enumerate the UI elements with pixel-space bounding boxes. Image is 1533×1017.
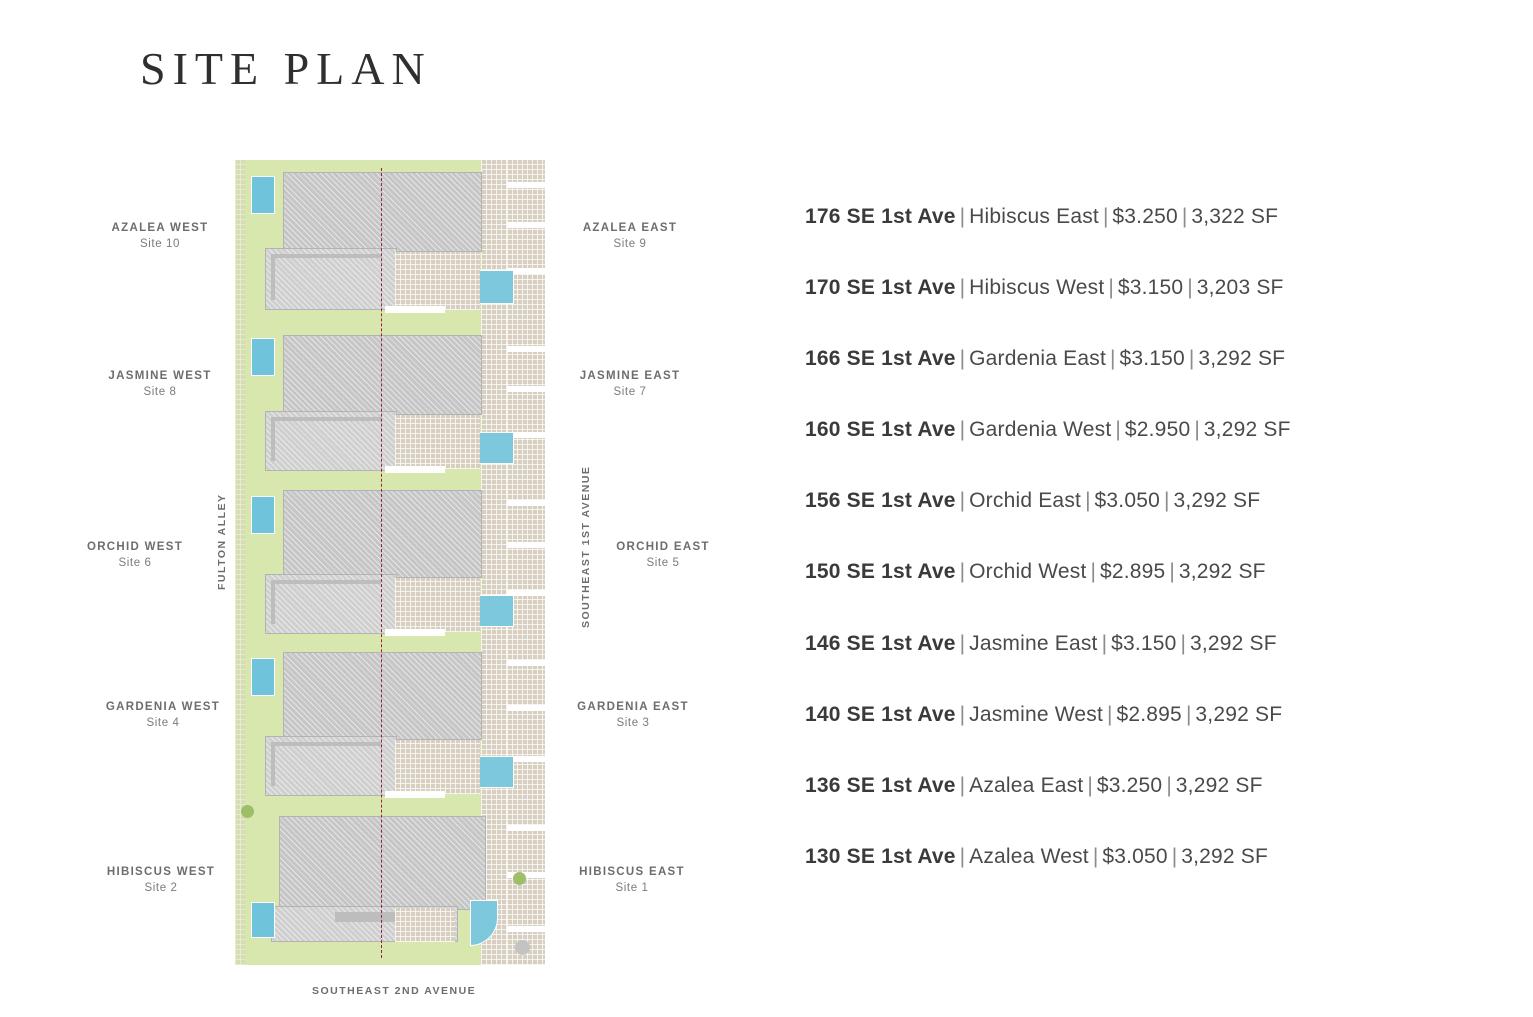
- listing-separator: |: [1101, 631, 1108, 655]
- lot-site: Site 1: [615, 882, 649, 894]
- listing-separator: |: [1169, 560, 1175, 584]
- listing-address: 150 SE 1st Ave: [805, 560, 956, 584]
- listing-separator: |: [1108, 276, 1114, 300]
- listing-separator: |: [1087, 773, 1093, 797]
- listing-price: $3.050: [1102, 844, 1168, 868]
- wall-segment: [271, 742, 275, 786]
- listing-separator: |: [1180, 631, 1186, 655]
- listings-list: [805, 205, 1445, 916]
- pool-orchid-west: [251, 496, 275, 534]
- paver-patio: [395, 415, 480, 469]
- listing-unit: Orchid West: [969, 560, 1087, 584]
- listing-unit: Hibiscus East: [969, 205, 1099, 228]
- listing-separator: |: [1085, 489, 1091, 513]
- listing-address: 170 SE 1st Ave: [805, 276, 956, 300]
- wall-segment: [271, 742, 381, 746]
- lot-name: JASMINE EAST: [579, 370, 681, 382]
- listing-size: 3,292 SF: [1178, 560, 1266, 584]
- listing-separator: |: [959, 631, 966, 655]
- listing-price: $2.895: [1099, 560, 1166, 584]
- listing-address: 140 SE 1st Ave: [805, 702, 956, 726]
- listing-price: $3.150: [1111, 631, 1177, 655]
- lot-name: GARDENIA WEST: [105, 701, 221, 713]
- walkway: [385, 791, 445, 798]
- building-jasmine-main: [283, 335, 482, 415]
- listing-separator: |: [1092, 844, 1099, 868]
- listing-unit: Gardenia West: [969, 418, 1112, 442]
- listing-item: [805, 489, 1445, 512]
- pool-hibiscus-west: [251, 902, 275, 938]
- listing-unit: Jasmine West: [969, 702, 1104, 726]
- driveway-slot: [507, 500, 545, 506]
- lot-label-gardenia-east: [538, 701, 728, 729]
- driveway-slot: [507, 926, 545, 932]
- listing-unit: Hibiscus West: [969, 276, 1105, 300]
- listing-item: [805, 205, 1445, 228]
- lot-name: ORCHID EAST: [616, 541, 710, 553]
- listing-size: 3,292 SF: [1203, 418, 1291, 442]
- lot-name: JASMINE WEST: [108, 370, 212, 382]
- paver-patio: [395, 252, 480, 310]
- listing-unit: Azalea West: [969, 844, 1089, 868]
- lot-site: Site 6: [118, 557, 152, 569]
- lot-name: HIBISCUS EAST: [579, 866, 685, 878]
- lot-label-orchid-west: [40, 541, 230, 569]
- listing-separator: |: [959, 418, 966, 442]
- pool-azalea-west: [251, 176, 275, 214]
- listing-separator: |: [959, 702, 966, 726]
- lot-label-hibiscus-east: [537, 866, 727, 894]
- listing-address: 136 SE 1st Ave: [805, 773, 956, 797]
- tree-icon: [513, 872, 526, 885]
- building-azalea-main: [283, 172, 482, 252]
- driveway-slot: [507, 542, 545, 548]
- listing-size: 3,292 SF: [1198, 347, 1286, 371]
- driveway-slot: [507, 346, 545, 352]
- walkway: [385, 629, 445, 636]
- paver-patio: [395, 908, 455, 942]
- walkway: [385, 466, 445, 473]
- listing-separator: |: [1107, 702, 1113, 726]
- listing-unit: Jasmine East: [969, 631, 1098, 655]
- listing-separator: |: [1187, 276, 1193, 300]
- paver-patio: [395, 578, 480, 632]
- lot-name: AZALEA EAST: [582, 222, 678, 234]
- lot-label-hibiscus-west: [66, 866, 256, 894]
- listing-unit: Orchid East: [969, 489, 1082, 513]
- listing-price: $3.050: [1094, 489, 1160, 513]
- wall-segment: [335, 912, 397, 922]
- listing-address: 146 SE 1st Ave: [805, 631, 956, 655]
- listing-price: $3.250: [1112, 205, 1178, 228]
- lot-name: GARDENIA EAST: [577, 701, 689, 713]
- building-orchid-main: [283, 490, 482, 578]
- lot-label-azalea-east: [535, 222, 725, 250]
- building-hibiscus-main: [279, 816, 486, 910]
- listing-separator: |: [1102, 205, 1109, 228]
- listing-item: [805, 632, 1445, 655]
- street-label-se-2nd-avenue: SOUTHEAST 2ND AVENUE: [312, 985, 477, 997]
- lot-label-jasmine-east: [535, 370, 725, 398]
- lot-label-jasmine-west: [65, 370, 255, 398]
- listing-price: $3.150: [1119, 347, 1185, 371]
- listing-item: [805, 276, 1445, 299]
- wall-segment: [271, 580, 275, 624]
- lot-site: Site 3: [616, 717, 650, 729]
- wall-segment: [271, 254, 381, 258]
- wall-segment: [271, 417, 275, 461]
- lot-name: AZALEA WEST: [111, 222, 209, 234]
- listing-separator: |: [1163, 489, 1170, 513]
- listing-separator: |: [959, 489, 966, 513]
- listing-price: $3.150: [1117, 276, 1184, 300]
- listing-separator: |: [959, 773, 966, 797]
- listing-address: 156 SE 1st Ave: [805, 489, 956, 513]
- lot-site: Site 9: [613, 238, 647, 250]
- listing-price: $2.895: [1116, 702, 1182, 726]
- driveway-slot: [507, 660, 545, 666]
- listing-separator: |: [959, 347, 966, 371]
- listing-address: 130 SE 1st Ave: [805, 844, 956, 868]
- building-gardenia-main: [283, 652, 482, 740]
- site-plan-drawing: [235, 160, 545, 965]
- lot-site: Site 4: [146, 717, 180, 729]
- walkway: [385, 306, 445, 313]
- listing-separator: |: [1194, 418, 1200, 442]
- listing-size: 3,322 SF: [1191, 205, 1279, 228]
- listing-item: [805, 845, 1445, 868]
- tree-icon: [241, 805, 254, 818]
- listing-item: [805, 418, 1445, 441]
- lot-name: ORCHID WEST: [86, 541, 184, 553]
- lot-label-orchid-east: [568, 541, 758, 569]
- wall-segment: [271, 580, 381, 584]
- lot-site: Site 2: [144, 882, 178, 894]
- lot-name: HIBISCUS WEST: [106, 866, 216, 878]
- listing-separator: |: [1090, 560, 1096, 584]
- paver-patio: [395, 740, 480, 794]
- listing-size: 3,203 SF: [1196, 276, 1284, 300]
- listing-separator: |: [1166, 773, 1172, 797]
- lot-site: Site 7: [613, 386, 647, 398]
- street-label-se-1st-avenue: SOUTHEAST 1ST AVENUE: [580, 465, 592, 628]
- listing-size: 3,292 SF: [1175, 773, 1263, 797]
- listing-size: 3,292 SF: [1181, 844, 1269, 868]
- listing-item: [805, 560, 1445, 583]
- listing-item: [805, 774, 1445, 797]
- listing-address: 160 SE 1st Ave: [805, 418, 956, 442]
- pool-gardenia-west: [251, 658, 275, 696]
- listing-address: 176 SE 1st Ave: [805, 205, 956, 228]
- listing-item: [805, 703, 1445, 726]
- driveway-slot: [507, 182, 545, 188]
- listing-separator: |: [1115, 418, 1121, 442]
- listing-separator: |: [959, 205, 966, 228]
- driveway-slot: [507, 825, 545, 831]
- listing-size: 3,292 SF: [1189, 631, 1277, 655]
- listing-separator: |: [959, 844, 966, 868]
- listing-separator: |: [1110, 347, 1116, 371]
- listing-separator: |: [1188, 347, 1195, 371]
- listing-separator: |: [1171, 844, 1178, 868]
- listing-separator: |: [1185, 702, 1192, 726]
- listing-unit: Azalea East: [969, 773, 1084, 797]
- street-label-fulton-alley: FULTON ALLEY: [216, 493, 228, 590]
- listing-unit: Gardenia East: [969, 347, 1106, 371]
- lot-site: Site 8: [143, 386, 177, 398]
- listing-separator: |: [959, 276, 966, 300]
- listing-address: 166 SE 1st Ave: [805, 347, 956, 371]
- listing-price: $2.950: [1124, 418, 1191, 442]
- listing-price: $3.250: [1096, 773, 1163, 797]
- listing-separator: |: [959, 560, 966, 584]
- wall-segment: [271, 254, 275, 300]
- lot-site: Site 5: [646, 557, 680, 569]
- property-centerline: [381, 168, 382, 958]
- listing-size: 3,292 SF: [1173, 489, 1261, 513]
- listing-size: 3,292 SF: [1195, 702, 1283, 726]
- lot-site: Site 10: [139, 238, 180, 250]
- lot-label-gardenia-west: [68, 701, 258, 729]
- lot-label-azalea-west: [65, 222, 255, 250]
- paver-strip-west: [235, 160, 245, 965]
- listing-item: [805, 347, 1445, 370]
- page-title: SITE PLAN: [140, 43, 432, 94]
- marker-dot: [515, 940, 530, 955]
- wall-segment: [271, 417, 381, 421]
- listing-separator: |: [1181, 205, 1188, 228]
